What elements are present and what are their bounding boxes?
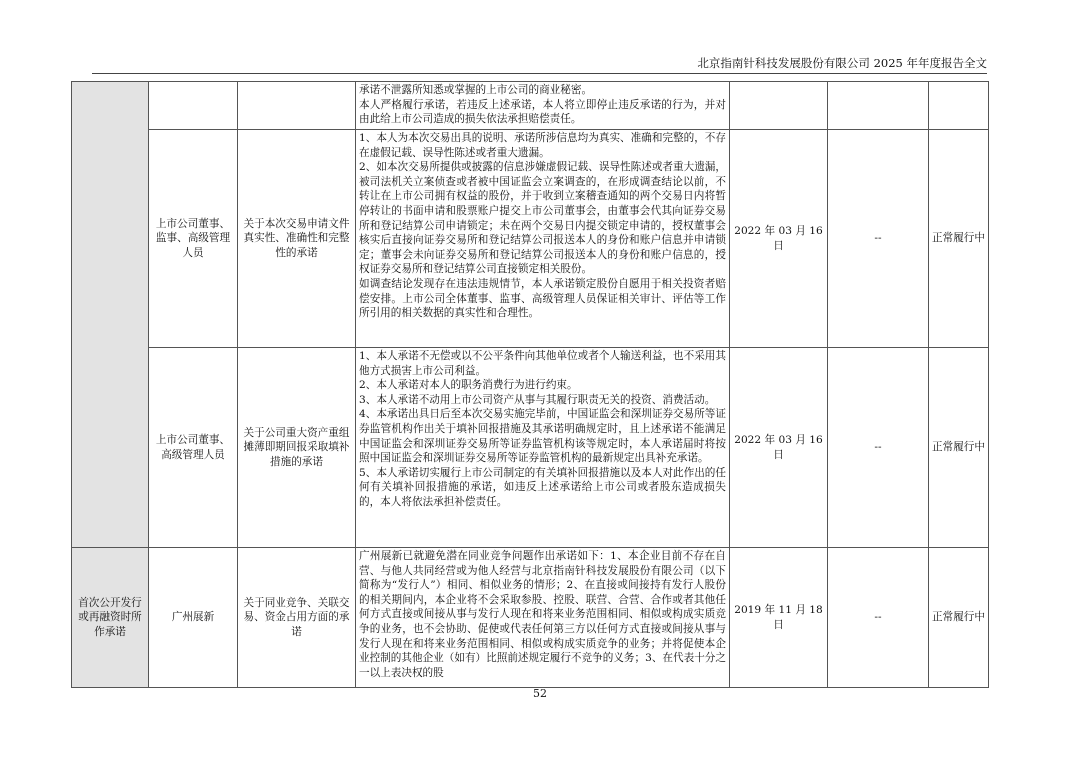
commitment-status-cell (929, 82, 989, 130)
commitment-content-cell: 1、本人为本次交易出具的说明、承诺所涉信息均为真实、准确和完整的，不存在虚假记载、误导性陈述或者重大遗漏。 2、如本次交易所提供或披露的信息涉嫌虚假记载、误导性陈述或者重大遗漏，被司法机关立案侦查或者被中国证监会立案调查的，在形成调查结论以前，不转让在上市公司拥有权益的股份，并于收到立案稽查通知的两个交易日内将暂停转让的书面申请和股票账户提交上市公司董事会，由董事会代其向证券交易所和登记结算公司申请锁定；未在两个交易日内提交锁定申请的，授权董事会核实后直接向证券交易所和登记结算公司报送本人的身份和账户信息并申请锁定；董事会未向证券交易所和登记结算公司报送本人的身份和账户信息的，授权证券交易所和登记结算公司直接锁定相关股份。 如调查结论发现存在违法违规情节，本人承诺锁定股份自愿用于相关投资者赔偿安排。上市公司全体董事、监事、高级管理人员保证相关审计、评估等工作所引用的相关数据的真实性和合理性。 (356, 130, 730, 348)
commitment-status-cell: 正常履行中 (929, 348, 989, 548)
table-row (72, 130, 989, 348)
commitment-party-cell: 广州展新 (149, 548, 238, 688)
commitment-party-cell: 上市公司董事、高级管理人员 (149, 348, 238, 548)
commitment-deadline-cell: -- (828, 348, 929, 548)
commitment-type-cell: 关于公司重大资产重组摊薄即期回报采取填补措施的承诺 (238, 348, 356, 548)
commitments-table (71, 81, 989, 688)
table-row (72, 82, 989, 130)
header-divider (92, 73, 987, 74)
commitment-deadline-cell: -- (828, 130, 929, 348)
commitment-status-cell: 正常履行中 (929, 130, 989, 348)
commitment-type-cell: 关于本次交易申请文件真实性、准确性和完整性的承诺 (238, 130, 356, 348)
table-row (72, 348, 989, 548)
commitment-party-cell (149, 82, 238, 130)
commitment-type-cell: 关于同业竞争、关联交易、资金占用方面的承诺 (238, 548, 356, 688)
commitment-content-cell: 1、本人承诺不无偿或以不公平条件向其他单位或者个人输送利益，也不采用其他方式损害上市公司利益。 2、本人承诺对本人的职务消费行为进行约束。 3、本人承诺不动用上市公司资产从事与其履行职责无关的投资、消费活动。 4、本承诺出具日后至本次交易实施完毕前，中国证监会和深圳证券交易所等证券监管机构作出关于填补回报措施及其承诺明确规定时，且上述承诺不能满足中国证监会和深圳证券交易所等证券监管机构该等规定时，本人承诺届时将按照中国证监会和深圳证券交易所等证券监管机构的最新规定出具补充承诺。 5、本人承诺切实履行上市公司制定的有关填补回报措施以及本人对此作出的任何有关填补回报措施的承诺，如违反上述承诺给上市公司或者股东造成损失的，本人将依法承担补偿责任。 (356, 348, 730, 548)
page-number: 52 (533, 687, 547, 700)
page-header: 北京指南针科技发展股份有限公司 2025 年年度报告全文 (697, 56, 987, 70)
commitment-party-cell: 上市公司董事、监事、高级管理人员 (149, 130, 238, 348)
commitment-date-cell: 2019 年 11 月 18 日 (730, 548, 828, 688)
commitment-category-cell: 首次公开发行或再融资时所作承诺 (72, 548, 149, 688)
commitment-deadline-cell: -- (828, 548, 929, 688)
commitment-date-cell: 2022 年 03 月 16 日 (730, 130, 828, 348)
commitment-type-cell (238, 82, 356, 130)
commitment-content-cell: 广州展新已就避免潜在同业竞争问题作出承诺如下：1、本企业目前不存在自营、与他人共同经营或为他人经营与北京指南针科技发展股份有限公司（以下简称为“发行人”）相同、相似业务的情形；2、在直接或间接持有发行人股份的相关期间内，本企业将不会采取参股、控股、联营、合营、合作或者其他任何方式直接或间接从事与发行人现在和将来业务范围相同、相似或构成实质竞争的业务，也不会协助、促使或代表任何第三方以任何方式直接或间接从事与发行人现在和将来业务范围相同、相似或构成实质竞争的业务；并将促使本企业控制的其他企业（如有）比照前述规定履行不竞争的义务；3、在代表十分之一以上表决权的股 (356, 548, 730, 688)
commitment-date-cell (730, 82, 828, 130)
commitment-date-cell: 2022 年 03 月 16 日 (730, 348, 828, 548)
commitment-deadline-cell (828, 82, 929, 130)
table-row (72, 548, 989, 688)
commitment-content-cell: 承诺不泄露所知悉或掌握的上市公司的商业秘密。 本人严格履行承诺，若违反上述承诺，本人将立即停止违反承诺的行为，并对由此给上市公司造成的损失依法承担赔偿责任。 (356, 82, 730, 130)
commitment-status-cell: 正常履行中 (929, 548, 989, 688)
commitment-category-cell (72, 82, 149, 548)
